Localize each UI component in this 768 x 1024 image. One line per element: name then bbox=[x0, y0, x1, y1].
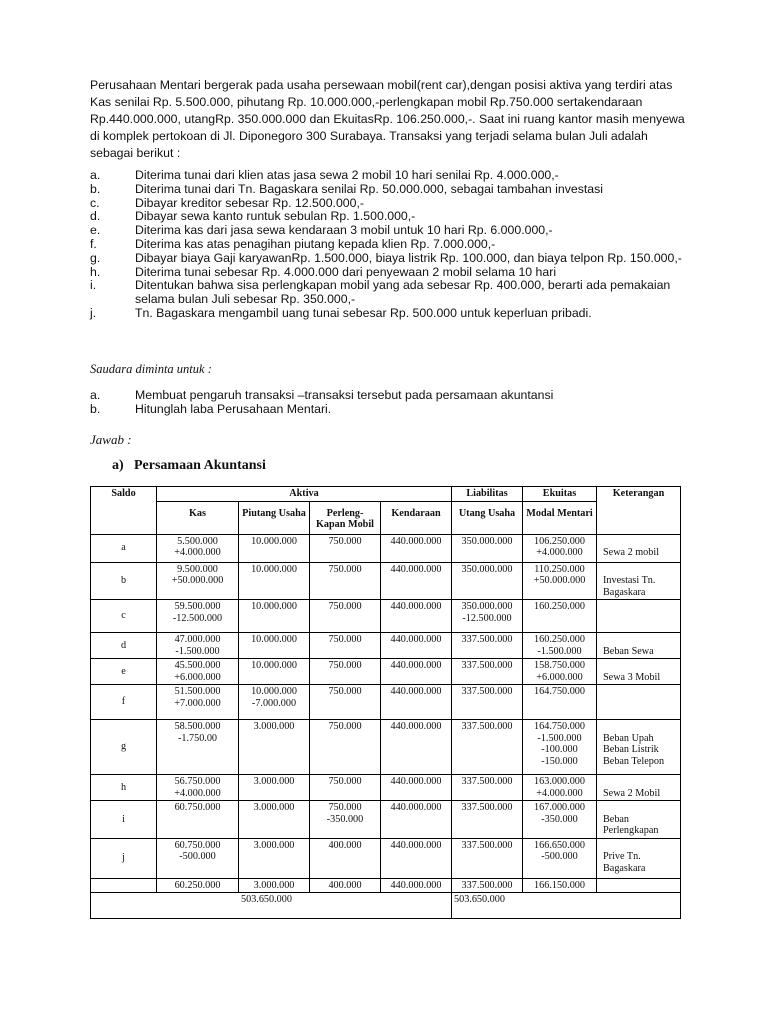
list-item bbox=[90, 224, 690, 238]
list-item bbox=[90, 279, 690, 307]
total-aktiva: 503.650.000 bbox=[91, 893, 452, 919]
cell-perlengkapan: 400.000 bbox=[310, 878, 381, 893]
cell-perlengkapan: 750.000 bbox=[310, 720, 381, 775]
cell-piutang: 3.000.000 bbox=[239, 838, 310, 878]
totals-row bbox=[91, 893, 681, 919]
row-label: h bbox=[91, 775, 157, 801]
row-label: c bbox=[91, 600, 157, 633]
cell-kas: 51.500.000 +7.000.000 bbox=[157, 685, 239, 720]
table-row bbox=[91, 775, 681, 801]
cell-utang: 337.500.000 bbox=[452, 838, 523, 878]
cell-piutang: 10.000.000 -7.000.000 bbox=[239, 685, 310, 720]
header-keterangan: Keterangan bbox=[597, 487, 681, 535]
row-label: a bbox=[91, 534, 157, 562]
cell-perlengkapan: 750.000 -350.000 bbox=[310, 801, 381, 839]
cell-kendaraan: 440.000.000 bbox=[381, 659, 452, 685]
cell-kendaraan: 440.000.000 bbox=[381, 801, 452, 839]
cell-modal: 166.650.000 -500.000 bbox=[523, 838, 597, 878]
transaction-list bbox=[90, 169, 690, 321]
cell-piutang: 3.000.000 bbox=[239, 878, 310, 893]
cell-utang: 337.500.000 bbox=[452, 775, 523, 801]
cell-keterangan: Investasi Tn. Bagaskara bbox=[597, 562, 681, 600]
cell-piutang: 10.000.000 bbox=[239, 633, 310, 659]
cell-keterangan bbox=[597, 878, 681, 893]
list-text: Dibayar biaya Gaji karyawanRp. 1.500.000, biaya listrik Rp. 100.000, dan biaya telpon Rp. 150.000,- bbox=[135, 250, 682, 265]
list-marker: b. bbox=[90, 181, 101, 196]
cell-utang: 337.500.000 bbox=[452, 659, 523, 685]
cell-kas: 56.750.000 +4.000.000 bbox=[157, 775, 239, 801]
list-text: Membuat pengaruh transaksi –transaksi tersebut pada persamaan akuntansi bbox=[135, 388, 554, 402]
cell-utang: 350.000.000 bbox=[452, 534, 523, 562]
cell-keterangan: Beban Sewa bbox=[597, 633, 681, 659]
cell-modal: 106.250.000 +4.000.000 bbox=[523, 534, 597, 562]
list-marker: a. bbox=[90, 388, 101, 402]
cell-kas: 60.750.000 bbox=[157, 801, 239, 839]
row-label bbox=[91, 878, 157, 893]
list-text: Hitunglah laba Perusahaan Mentari. bbox=[135, 401, 332, 416]
row-label: i bbox=[91, 801, 157, 839]
cell-utang: 337.500.000 bbox=[452, 633, 523, 659]
cell-keterangan bbox=[597, 600, 681, 633]
list-marker: e. bbox=[90, 223, 101, 238]
header-kendaraan: Kendaraan bbox=[381, 501, 452, 534]
cell-modal: 164.750.000 bbox=[523, 685, 597, 720]
cell-perlengkapan: 750.000 bbox=[310, 685, 381, 720]
cell-modal: 163.000.000 +4.000.000 bbox=[523, 775, 597, 801]
cell-kendaraan: 440.000.000 bbox=[381, 633, 452, 659]
cell-modal: 167.000.000 -350.000 bbox=[523, 801, 597, 839]
table-row bbox=[91, 838, 681, 878]
list-marker: d. bbox=[90, 209, 101, 224]
header-ekuitas: Ekuitas bbox=[523, 487, 597, 502]
header-perlengkapan: Perleng-Kapan Mobil bbox=[310, 501, 381, 534]
row-label: e bbox=[91, 659, 157, 685]
cell-piutang: 3.000.000 bbox=[239, 775, 310, 801]
cell-utang: 337.500.000 bbox=[452, 801, 523, 839]
cell-kas: 59.500.000 -12.500.000 bbox=[157, 600, 239, 633]
header-piutang: Piutang Usaha bbox=[239, 501, 310, 534]
list-text: Diterima tunai dari klien atas jasa sewa 2 mobil 10 hari senilai Rp. 4.000.000,- bbox=[135, 168, 559, 182]
cell-keterangan: Prive Tn. Bagaskara bbox=[597, 838, 681, 878]
row-label: j bbox=[91, 838, 157, 878]
list-marker: a. bbox=[90, 168, 101, 182]
cell-modal: 160.250.000 bbox=[523, 600, 597, 633]
list-text: Ditentukan bahwa sisa perlengkapan mobil yang ada sebesar Rp. 400.000, berarti ada pemakaian selama bulan Juli sebesar Rp. 350.000,- bbox=[135, 278, 671, 307]
list-item bbox=[90, 197, 690, 211]
list-text: Diterima kas dari jasa sewa kendaraan 3 mobil untuk 10 hari Rp. 6.000.000,- bbox=[135, 223, 553, 238]
section-heading bbox=[112, 458, 266, 474]
list-item bbox=[90, 183, 690, 197]
list-item bbox=[90, 169, 690, 183]
cell-piutang: 10.000.000 bbox=[239, 534, 310, 562]
list-item bbox=[90, 307, 690, 321]
cell-kas: 45.500.000 +6.000.000 bbox=[157, 659, 239, 685]
cell-kas: 60.250.000 bbox=[157, 878, 239, 893]
list-marker: h. bbox=[90, 264, 101, 279]
cell-kendaraan: 440.000.000 bbox=[381, 534, 452, 562]
header-saldo: Saldo bbox=[91, 487, 157, 535]
row-label: g bbox=[91, 720, 157, 775]
answer-label: Jawab : bbox=[90, 432, 132, 447]
list-item bbox=[90, 266, 690, 280]
cell-utang: 350.000.000 -12.500.000 bbox=[452, 600, 523, 633]
header-liabilitas: Liabilitas bbox=[452, 487, 523, 502]
cell-perlengkapan: 750.000 bbox=[310, 659, 381, 685]
list-text: Diterima kas atas penagihan piutang kepada klien Rp. 7.000.000,- bbox=[135, 236, 496, 251]
cell-utang: 337.500.000 bbox=[452, 878, 523, 893]
table-row bbox=[91, 659, 681, 685]
list-text: Dibayar kreditor sebesar Rp. 12.500.000,- bbox=[135, 195, 364, 210]
header-kas: Kas bbox=[157, 501, 239, 534]
cell-perlengkapan: 400.000 bbox=[310, 838, 381, 878]
total-pasiva: 503.650.000 bbox=[452, 893, 681, 919]
cell-keterangan bbox=[597, 685, 681, 720]
cell-kendaraan: 440.000.000 bbox=[381, 685, 452, 720]
list-marker: g. bbox=[90, 250, 101, 265]
table-row bbox=[91, 600, 681, 633]
table-row bbox=[91, 801, 681, 839]
list-item bbox=[90, 403, 690, 417]
cell-modal: 110.250.000 +50.000.000 bbox=[523, 562, 597, 600]
table-row bbox=[91, 720, 681, 775]
list-text: Tn. Bagaskara mengambil uang tunai sebesar Rp. 500.000 untuk keperluan pribadi. bbox=[135, 305, 592, 320]
table-row bbox=[91, 685, 681, 720]
cell-keterangan: Sewa 2 Mobil bbox=[597, 775, 681, 801]
header-modal: Modal Mentari bbox=[523, 501, 597, 534]
cell-kas: 9.500.000 +50.000.000 bbox=[157, 562, 239, 600]
list-item bbox=[90, 252, 690, 266]
row-label: f bbox=[91, 685, 157, 720]
cell-kas: 5.500.000 +4.000.000 bbox=[157, 534, 239, 562]
cell-piutang: 10.000.000 bbox=[239, 600, 310, 633]
cell-kas: 60.750.000 -500.000 bbox=[157, 838, 239, 878]
accounting-equation-table bbox=[90, 486, 681, 919]
list-text: Diterima tunai dari Tn. Bagaskara senilai Rp. 50.000.000, sebagai tambahan investasi bbox=[135, 181, 604, 196]
list-text: Dibayar sewa kanto runtuk sebulan Rp. 1.500.000,- bbox=[135, 209, 416, 224]
cell-keterangan: Sewa 2 mobil bbox=[597, 534, 681, 562]
cell-perlengkapan: 750.000 bbox=[310, 600, 381, 633]
cell-perlengkapan: 750.000 bbox=[310, 633, 381, 659]
list-marker: b. bbox=[90, 401, 101, 416]
cell-kendaraan: 440.000.000 bbox=[381, 838, 452, 878]
list-marker: f. bbox=[90, 236, 97, 251]
cell-utang: 350.000.000 bbox=[452, 562, 523, 600]
table-row bbox=[91, 878, 681, 893]
row-label: b bbox=[91, 562, 157, 600]
cell-utang: 337.500.000 bbox=[452, 685, 523, 720]
list-marker: c. bbox=[90, 195, 100, 210]
list-text: Diterima tunai sebesar Rp. 4.000.000 dari penyewaan 2 mobil selama 10 hari bbox=[135, 264, 557, 279]
table-row bbox=[91, 633, 681, 659]
cell-perlengkapan: 750.000 bbox=[310, 562, 381, 600]
list-marker: j. bbox=[90, 305, 97, 320]
section-title: Persamaan Akuntansi bbox=[134, 458, 266, 473]
cell-perlengkapan: 750.000 bbox=[310, 775, 381, 801]
cell-keterangan: Beban Upah Beban Listrik Beban Telepon bbox=[597, 720, 681, 775]
cell-piutang: 10.000.000 bbox=[239, 659, 310, 685]
list-item bbox=[90, 238, 690, 252]
intro-text: Perusahaan Mentari bergerak pada usaha persewaan mobil(rent car),dengan posisi aktiva yang terdiri atas Kas senilai Rp. 5.500.000, pihutang Rp. 10.000.000,-perlengkapan mobil Rp.750.000 sertakendaraan Rp.440.000.000, utangRp. 350.000.000 dan EkuitasRp. 106.250.000,-. Saat ini ruang kantor masih menyewa di komplek pertokoan di Jl. Diponegoro 300 Surabaya. Transaksi yang terjadi selama bulan Juli adalah sebagai berikut : bbox=[90, 78, 685, 160]
cell-kendaraan: 440.000.000 bbox=[381, 600, 452, 633]
cell-perlengkapan: 750.000 bbox=[310, 534, 381, 562]
tasks-title: Saudara diminta untuk : bbox=[90, 362, 212, 376]
cell-modal: 158.750.000 +6.000.000 bbox=[523, 659, 597, 685]
row-label: d bbox=[91, 633, 157, 659]
section-mark: a) bbox=[112, 458, 124, 473]
cell-modal: 166.150.000 bbox=[523, 878, 597, 893]
cell-piutang: 3.000.000 bbox=[239, 801, 310, 839]
intro-paragraph bbox=[90, 77, 690, 162]
cell-kendaraan: 440.000.000 bbox=[381, 562, 452, 600]
cell-kas: 58.500.000 -1.750.00 bbox=[157, 720, 239, 775]
cell-keterangan: Beban Perlengkapan bbox=[597, 801, 681, 839]
list-item bbox=[90, 210, 690, 224]
cell-kendaraan: 440.000.000 bbox=[381, 878, 452, 893]
list-item bbox=[90, 389, 690, 403]
cell-kendaraan: 440.000.000 bbox=[381, 720, 452, 775]
cell-piutang: 3.000.000 bbox=[239, 720, 310, 775]
cell-piutang: 10.000.000 bbox=[239, 562, 310, 600]
table-row bbox=[91, 562, 681, 600]
table-row bbox=[91, 534, 681, 562]
cell-utang: 337.500.000 bbox=[452, 720, 523, 775]
header-utang: Utang Usaha bbox=[452, 501, 523, 534]
list-marker: i. bbox=[90, 278, 97, 293]
cell-modal: 160.250.000 -1.500.000 bbox=[523, 633, 597, 659]
cell-keterangan: Sewa 3 Mobil bbox=[597, 659, 681, 685]
cell-kas: 47.000.000 -1.500.000 bbox=[157, 633, 239, 659]
cell-modal: 164.750.000 -1.500.000 -100.000 -150.000 bbox=[523, 720, 597, 775]
cell-kendaraan: 440.000.000 bbox=[381, 775, 452, 801]
task-list bbox=[90, 389, 690, 417]
header-aktiva: Aktiva bbox=[157, 487, 452, 502]
